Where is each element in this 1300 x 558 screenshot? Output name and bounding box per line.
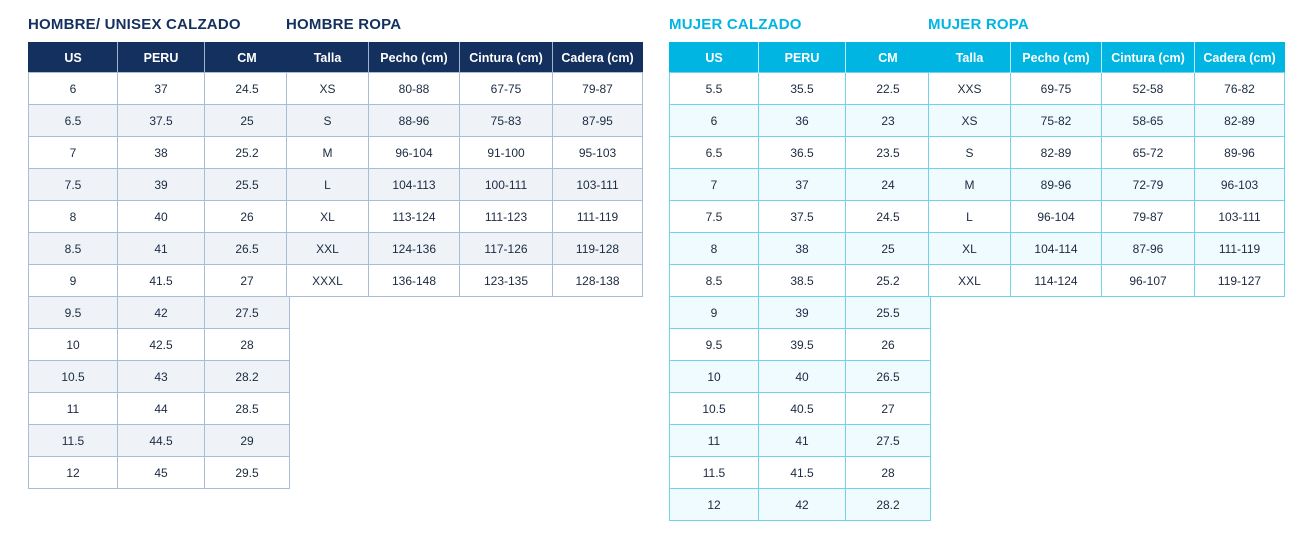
cell-talla: XL: [929, 233, 1011, 265]
cell-us: 10: [670, 361, 759, 393]
cell-us: 5.5: [670, 73, 759, 105]
table-row: [670, 201, 931, 233]
table-hombre-ropa: [286, 42, 643, 297]
cell-us: 8.5: [670, 265, 759, 297]
table-row: [670, 297, 931, 329]
cell-peru: 41: [118, 233, 205, 265]
cell-cintura: 111-123: [460, 201, 553, 233]
table-row: [929, 201, 1285, 233]
panel-title-hombre-ropa: HOMBRE ROPA: [286, 16, 402, 33]
table-row: [29, 361, 290, 393]
column-header-talla: Talla: [929, 43, 1011, 73]
cell-cintura: 91-100: [460, 137, 553, 169]
table-header-row: [929, 43, 1285, 73]
cell-cintura: 75-83: [460, 105, 553, 137]
cell-us: 7.5: [670, 201, 759, 233]
cell-peru: 45: [118, 457, 205, 489]
cell-cm: 29.5: [205, 457, 290, 489]
table-row: [287, 137, 643, 169]
cell-us: 6: [29, 73, 118, 105]
cell-us: 7: [670, 169, 759, 201]
cell-peru: 37: [759, 169, 846, 201]
cell-peru: 44.5: [118, 425, 205, 457]
table-row: [670, 73, 931, 105]
cell-talla: M: [929, 169, 1011, 201]
cell-cm: 28: [846, 457, 931, 489]
panel-mujer-calzado: [669, 16, 931, 521]
cell-cm: 28: [205, 329, 290, 361]
panel-hombre-unisex-calzado: [28, 16, 290, 489]
cell-talla: XS: [287, 73, 369, 105]
cell-us: 6.5: [29, 105, 118, 137]
cell-talla: XXL: [287, 233, 369, 265]
column-header-cm: CM: [846, 43, 931, 73]
cell-cm: 23.5: [846, 137, 931, 169]
cell-pecho: 113-124: [369, 201, 460, 233]
cell-cintura: 67-75: [460, 73, 553, 105]
cell-peru: 40: [118, 201, 205, 233]
cell-talla: XXL: [929, 265, 1011, 297]
cell-cm: 24.5: [205, 73, 290, 105]
cell-cadera: 89-96: [1195, 137, 1285, 169]
cell-pecho: 104-113: [369, 169, 460, 201]
table-row: [29, 265, 290, 297]
column-header-cintura: Cintura (cm): [460, 43, 553, 73]
cell-cintura: 72-79: [1102, 169, 1195, 201]
cell-us: 6.5: [670, 137, 759, 169]
cell-us: 7: [29, 137, 118, 169]
cell-cm: 25.5: [205, 169, 290, 201]
cell-cm: 25: [205, 105, 290, 137]
cell-pecho: 136-148: [369, 265, 460, 297]
cell-cm: 26: [205, 201, 290, 233]
cell-pecho: 104-114: [1011, 233, 1102, 265]
cell-cm: 26.5: [205, 233, 290, 265]
cell-us: 11: [670, 425, 759, 457]
table-mujer-ropa: [928, 42, 1285, 297]
cell-cm: 25: [846, 233, 931, 265]
cell-cadera: 76-82: [1195, 73, 1285, 105]
cell-cm: 24: [846, 169, 931, 201]
cell-talla: M: [287, 137, 369, 169]
cell-us: 12: [29, 457, 118, 489]
cell-cm: 25.5: [846, 297, 931, 329]
table-hombre-unisex-calzado: [28, 42, 290, 489]
cell-talla: L: [287, 169, 369, 201]
table-row: [670, 105, 931, 137]
cell-cintura: 52-58: [1102, 73, 1195, 105]
column-header-cadera: Cadera (cm): [553, 43, 643, 73]
cell-cadera: 128-138: [553, 265, 643, 297]
cell-peru: 38: [759, 233, 846, 265]
table-row: [670, 233, 931, 265]
panel-title-mujer-calzado: MUJER CALZADO: [669, 16, 802, 33]
cell-cintura: 100-111: [460, 169, 553, 201]
cell-pecho: 75-82: [1011, 105, 1102, 137]
cell-cintura: 79-87: [1102, 201, 1195, 233]
table-row: [670, 457, 931, 489]
cell-peru: 44: [118, 393, 205, 425]
cell-peru: 35.5: [759, 73, 846, 105]
cell-pecho: 80-88: [369, 73, 460, 105]
table-row: [929, 137, 1285, 169]
panel-hombre-ropa: [286, 16, 643, 297]
cell-peru: 38.5: [759, 265, 846, 297]
cell-us: 10.5: [29, 361, 118, 393]
table-row: [287, 73, 643, 105]
table-row: [670, 169, 931, 201]
table-row: [287, 201, 643, 233]
cell-peru: 41.5: [118, 265, 205, 297]
cell-cm: 27.5: [205, 297, 290, 329]
cell-us: 10.5: [670, 393, 759, 425]
column-header-cm: CM: [205, 43, 290, 73]
cell-peru: 41: [759, 425, 846, 457]
cell-us: 11: [29, 393, 118, 425]
cell-cm: 27.5: [846, 425, 931, 457]
cell-peru: 39.5: [759, 329, 846, 361]
column-header-cadera: Cadera (cm): [1195, 43, 1285, 73]
table-row: [29, 137, 290, 169]
column-header-us: US: [29, 43, 118, 73]
cell-us: 8: [29, 201, 118, 233]
table-row: [670, 393, 931, 425]
cell-cadera: 119-127: [1195, 265, 1285, 297]
panel-title-hombre-unisex-calzado: HOMBRE/ UNISEX CALZADO: [28, 16, 241, 33]
panel-mujer-ropa: [928, 16, 1285, 297]
table-header-row: [670, 43, 931, 73]
table-row: [29, 73, 290, 105]
cell-us: 11.5: [670, 457, 759, 489]
column-header-pecho: Pecho (cm): [1011, 43, 1102, 73]
cell-us: 9: [670, 297, 759, 329]
cell-cadera: 111-119: [1195, 233, 1285, 265]
cell-peru: 39: [118, 169, 205, 201]
cell-talla: XL: [287, 201, 369, 233]
cell-cadera: 79-87: [553, 73, 643, 105]
cell-cadera: 95-103: [553, 137, 643, 169]
table-row: [287, 169, 643, 201]
panel-title-mujer-ropa: MUJER ROPA: [928, 16, 1029, 33]
cell-peru: 40.5: [759, 393, 846, 425]
cell-peru: 38: [118, 137, 205, 169]
cell-us: 8: [670, 233, 759, 265]
cell-pecho: 96-104: [1011, 201, 1102, 233]
cell-talla: XS: [929, 105, 1011, 137]
table-row: [287, 265, 643, 297]
table-row: [670, 361, 931, 393]
cell-cadera: 103-111: [1195, 201, 1285, 233]
table-row: [29, 457, 290, 489]
cell-us: 7.5: [29, 169, 118, 201]
table-mujer-calzado: [669, 42, 931, 521]
cell-pecho: 89-96: [1011, 169, 1102, 201]
table-row: [29, 201, 290, 233]
cell-pecho: 69-75: [1011, 73, 1102, 105]
table-row: [929, 73, 1285, 105]
table-row: [29, 169, 290, 201]
cell-pecho: 96-104: [369, 137, 460, 169]
cell-cm: 25.2: [205, 137, 290, 169]
cell-talla: S: [929, 137, 1011, 169]
cell-cm: 23: [846, 105, 931, 137]
cell-cadera: 119-128: [553, 233, 643, 265]
cell-cadera: 87-95: [553, 105, 643, 137]
cell-cadera: 82-89: [1195, 105, 1285, 137]
table-row: [670, 425, 931, 457]
cell-peru: 42: [118, 297, 205, 329]
cell-cintura: 117-126: [460, 233, 553, 265]
table-row: [929, 105, 1285, 137]
table-row: [670, 265, 931, 297]
table-row: [670, 489, 931, 521]
cell-talla: XXXL: [287, 265, 369, 297]
table-header-row: [287, 43, 643, 73]
cell-cm: 29: [205, 425, 290, 457]
cell-cm: 24.5: [846, 201, 931, 233]
cell-us: 10: [29, 329, 118, 361]
column-header-cintura: Cintura (cm): [1102, 43, 1195, 73]
table-row: [287, 233, 643, 265]
cell-cadera: 103-111: [553, 169, 643, 201]
cell-us: 8.5: [29, 233, 118, 265]
cell-peru: 41.5: [759, 457, 846, 489]
cell-cm: 25.2: [846, 265, 931, 297]
column-header-pecho: Pecho (cm): [369, 43, 460, 73]
cell-us: 11.5: [29, 425, 118, 457]
cell-us: 9.5: [670, 329, 759, 361]
cell-talla: S: [287, 105, 369, 137]
cell-peru: 36.5: [759, 137, 846, 169]
cell-talla: XXS: [929, 73, 1011, 105]
cell-cintura: 96-107: [1102, 265, 1195, 297]
table-row: [670, 137, 931, 169]
table-row: [929, 233, 1285, 265]
cell-cintura: 58-65: [1102, 105, 1195, 137]
table-row: [670, 329, 931, 361]
table-row: [929, 265, 1285, 297]
cell-peru: 39: [759, 297, 846, 329]
cell-pecho: 88-96: [369, 105, 460, 137]
table-row: [29, 105, 290, 137]
cell-peru: 37.5: [759, 201, 846, 233]
cell-pecho: 114-124: [1011, 265, 1102, 297]
table-row: [29, 425, 290, 457]
cell-pecho: 124-136: [369, 233, 460, 265]
cell-us: 9: [29, 265, 118, 297]
cell-cadera: 111-119: [553, 201, 643, 233]
cell-cm: 26.5: [846, 361, 931, 393]
table-row: [29, 393, 290, 425]
table-row: [287, 105, 643, 137]
cell-pecho: 82-89: [1011, 137, 1102, 169]
cell-cm: 27: [205, 265, 290, 297]
cell-cm: 28.5: [205, 393, 290, 425]
cell-us: 12: [670, 489, 759, 521]
cell-peru: 40: [759, 361, 846, 393]
column-header-talla: Talla: [287, 43, 369, 73]
column-header-peru: PERU: [118, 43, 205, 73]
table-row: [29, 297, 290, 329]
cell-peru: 42.5: [118, 329, 205, 361]
cell-cadera: 96-103: [1195, 169, 1285, 201]
cell-us: 6: [670, 105, 759, 137]
cell-peru: 43: [118, 361, 205, 393]
table-row: [29, 233, 290, 265]
column-header-us: US: [670, 43, 759, 73]
cell-us: 9.5: [29, 297, 118, 329]
table-row: [29, 329, 290, 361]
cell-cintura: 123-135: [460, 265, 553, 297]
cell-cintura: 87-96: [1102, 233, 1195, 265]
cell-cm: 22.5: [846, 73, 931, 105]
cell-cintura: 65-72: [1102, 137, 1195, 169]
cell-peru: 37.5: [118, 105, 205, 137]
cell-peru: 36: [759, 105, 846, 137]
cell-cm: 28.2: [846, 489, 931, 521]
table-row: [929, 169, 1285, 201]
column-header-peru: PERU: [759, 43, 846, 73]
cell-cm: 28.2: [205, 361, 290, 393]
cell-peru: 42: [759, 489, 846, 521]
cell-talla: L: [929, 201, 1011, 233]
table-header-row: [29, 43, 290, 73]
cell-cm: 27: [846, 393, 931, 425]
cell-peru: 37: [118, 73, 205, 105]
cell-cm: 26: [846, 329, 931, 361]
